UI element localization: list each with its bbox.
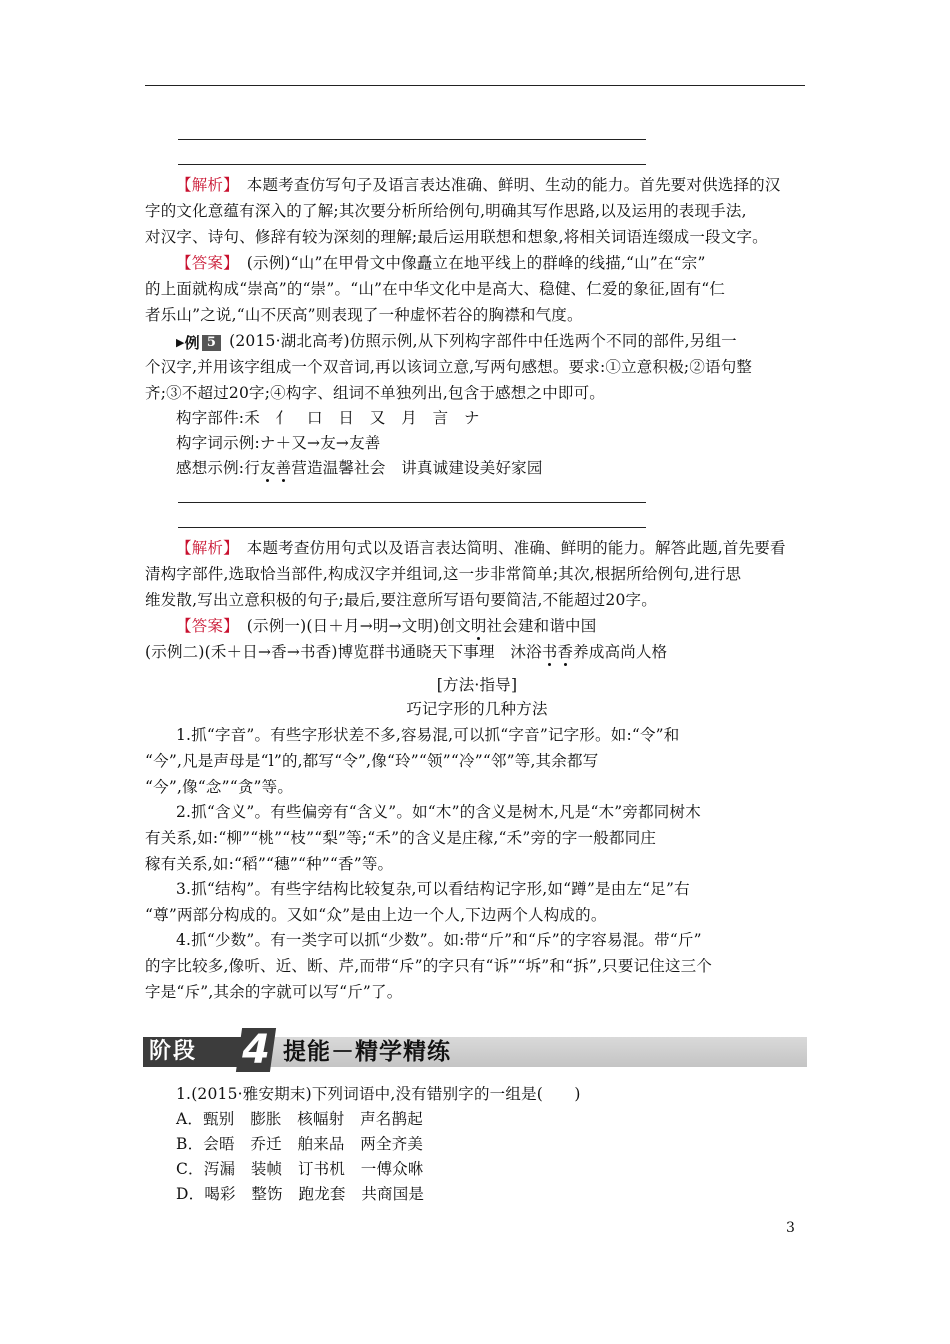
example5-parts: 构字部件:禾 亻 口 日 又 月 言 ナ [176,409,480,427]
answer1-line3: 者乐山”之说,“山不厌高”则表现了一种虚怀若谷的胸襟和气度。 [145,306,583,324]
method-heading: [方法·指导] [436,676,518,694]
answer-blank-line-3 [178,502,646,503]
explain1-line2: 字的文化意蕴有深入的了解;其次要分析所给例句,明确其写作思路,以及运用的表现手法, [145,202,747,220]
page-number: 3 [786,1220,795,1236]
method-p2-line2: 有关系,如:“柳”“桃”“枝”“梨”等;“禾”的含义是庄稼,“禾”旁的字一般都同庄 [145,829,657,847]
question1-option-b: B．会晤 乔迁 舶来品 两全齐美 [176,1135,424,1153]
explain2-line1: 【解析】 本题考查仿用句式以及语言表达简明、准确、鲜明的能力。解答此题,首先要看 [176,539,786,557]
answer1-line2: 的上面就构成“崇高”的“崇”。“山”在中华文化中是高大、稳健、仁爱的象征,固有“仁 [145,280,726,298]
example5-feeling: 感想示例:行友善营造温馨社会 讲真诚建设美好家园 [176,459,543,477]
explain2-line2: 清构字部件,选取恰当部件,构成汉字并组词,这一步非常简单;其次,根据所给例句,进行思 [145,565,742,583]
header-rule [145,85,805,86]
example5-line1: ▶例 5 (2015·湖北高考)仿照示例,从下列构字部件中任选两个不同的部件,另组一 [176,332,737,352]
answer-blank-line-4 [178,527,646,528]
method-title: 巧记字形的几种方法 [406,700,548,718]
answer1-line1: 【答案】 (示例)“山”在甲骨文中像矗立在地平线上的群峰的线描,“山”在“宗” [176,254,706,272]
stage-banner [143,1028,807,1072]
answer-label: 【答案】 [176,254,232,272]
example-badge: ▶例 5 [176,332,221,353]
question1-option-d: D．喝彩 整饬 跑龙套 共商国是 [176,1185,425,1203]
answer2-line2: (示例二)(禾＋日→香→书香)博览群书通晓天下事理 沐浴书香养成高尚人格 [145,643,668,661]
stage-title: 提能－精学精练 [283,1039,451,1065]
question1-stem: 1.(2015·雅安期末)下列词语中,没有错别字的一组是( ) [176,1085,581,1103]
answer2-line1: 【答案】 (示例一)(日＋月→明→文明)创文明社会建和谐中国 [176,617,597,635]
example5-line3: 齐;③不超过20字;④构字、组词不单独列出,包含于感想之中即可。 [145,384,605,402]
method-p2-line3: 稼有关系,如:“稻”“穗”“种”“香”等。 [145,855,394,873]
answer-blank-line-1 [178,139,646,140]
answer-blank-line-2 [178,164,646,165]
explain1-line3: 对汉字、诗句、修辞有较为深刻的理解;最后运用联想和想象,将相关词语连缀成一段文字。 [145,228,768,246]
example5-line2: 个汉字,并用该字组成一个双音词,再以该词立意,写两句感想。要求:①立意积极;②语句整 [145,358,753,376]
method-p4-line3: 字是“斥”,其余的字就可以写“斤”了。 [145,983,403,1001]
stage-label: 阶段 [149,1039,198,1064]
method-p2-line1: 2.抓“含义”。有些偏旁有“含义”。如“木”的含义是树木,凡是“木”旁都同树木 [176,803,701,821]
stage-number: 4 [242,1027,270,1073]
question1-option-a: A．甄别 膨胀 核幅射 声名鹊起 [176,1110,423,1128]
method-p4-line1: 4.抓“少数”。有一类字可以抓“少数”。如:带“斤”和“斥”的字容易混。带“斤” [176,931,702,949]
method-p4-line2: 的字比较多,像听、近、断、芹,而带“斥”的字只有“诉”“坼”和“拆”,只要记住这三个 [145,957,713,975]
explain-label: 【解析】 [176,176,232,194]
explain2-line3: 维发散,写出立意积极的句子;最后,要注意所写语句要简洁,不能超过20字。 [145,591,657,609]
example5-word-example: 构字词示例:ナ＋又→友→友善 [176,434,381,452]
method-p1-line2: “今”,凡是声母是“l”的,都写“令”,像“玲”“领”“冷”“邻”等,其余都写 [145,752,599,770]
triangle-icon: ▶ [176,335,185,349]
method-p1-line1: 1.抓“字音”。有些字形状差不多,容易混,可以抓“字音”记字形。如:“令”和 [176,726,680,744]
method-p1-line3: “今”,像“念”“贪”等。 [145,778,294,796]
question1-option-c: C．泻漏 装帧 订书机 一傅众咻 [176,1160,424,1178]
method-p3-line1: 3.抓“结构”。有些字结构比较复杂,可以看结构记字形,如“蹲”是由左“足”右 [176,880,690,898]
method-p3-line2: “尊”两部分构成的。又如“众”是由上边一个人,下边两个人构成的。 [145,906,607,924]
explain1-line1: 【解析】 本题考查仿写句子及语言表达准确、鲜明、生动的能力。首先要对供选择的汉 [176,176,781,194]
